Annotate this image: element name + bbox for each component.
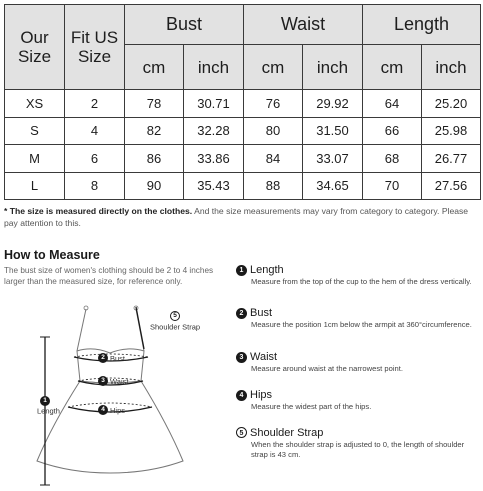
table-cell: 32.28 bbox=[184, 117, 244, 145]
table-row bbox=[5, 172, 481, 200]
legend-length bbox=[236, 264, 481, 287]
table-cell: 78 bbox=[125, 90, 184, 118]
number-badge: 2 bbox=[236, 308, 247, 319]
header-waist: Waist bbox=[244, 5, 363, 45]
table-cell: 2 bbox=[65, 90, 125, 118]
legend-title: Hips bbox=[250, 389, 273, 401]
table-cell: 4 bbox=[65, 117, 125, 145]
dress-skirt bbox=[37, 381, 183, 473]
table-cell: 31.50 bbox=[303, 117, 363, 145]
table-cell: 25.20 bbox=[422, 90, 481, 118]
legend-shoulder-strap bbox=[236, 427, 481, 459]
table-cell: 29.92 bbox=[303, 90, 363, 118]
table-cell: 35.43 bbox=[184, 172, 244, 200]
unit-header: inch bbox=[422, 45, 481, 90]
table-cell: XS bbox=[5, 90, 65, 118]
table-row bbox=[5, 145, 481, 173]
size-note bbox=[4, 205, 480, 229]
table-cell: 80 bbox=[244, 117, 303, 145]
table-cell: 30.71 bbox=[184, 90, 244, 118]
number-badge: 5 bbox=[236, 427, 247, 438]
number-badge: 4 bbox=[236, 390, 247, 401]
unit-header: cm bbox=[244, 45, 303, 90]
legend-title: Length bbox=[250, 264, 284, 276]
size-chart-table bbox=[4, 4, 481, 200]
bust-label: 2 Bust bbox=[98, 353, 125, 363]
legend-hips bbox=[236, 389, 481, 412]
legend-title: Shoulder Strap bbox=[250, 427, 324, 439]
number-badge: 3 bbox=[236, 352, 247, 363]
table-cell: 70 bbox=[363, 172, 422, 200]
table-cell: 8 bbox=[65, 172, 125, 200]
unit-header: inch bbox=[303, 45, 363, 90]
table-cell: L bbox=[5, 172, 65, 200]
header-fit-us-size: Fit US Size bbox=[65, 5, 125, 90]
header-our-size: Our Size bbox=[5, 5, 65, 90]
legend-body: Measure the position 1cm below the armpit at 360°circumference. bbox=[251, 320, 472, 329]
table-cell: 27.56 bbox=[422, 172, 481, 200]
header-bust: Bust bbox=[125, 5, 244, 45]
table-cell: 33.07 bbox=[303, 145, 363, 173]
legend-title: Waist bbox=[250, 351, 278, 363]
table-cell: 25.98 bbox=[422, 117, 481, 145]
dress-diagram bbox=[0, 295, 236, 491]
legend-title: Bust bbox=[250, 307, 273, 319]
length-label-text: Length bbox=[37, 406, 60, 416]
table-cell: 64 bbox=[363, 90, 422, 118]
table-cell: M bbox=[5, 145, 65, 173]
table-cell: 76 bbox=[244, 90, 303, 118]
unit-header: cm bbox=[125, 45, 184, 90]
waist-label: 3 Waist bbox=[98, 376, 128, 386]
table-body bbox=[5, 90, 481, 200]
legend-body: Measure the widest part of the hips. bbox=[251, 402, 372, 411]
legend-waist bbox=[236, 351, 481, 374]
legend-bust bbox=[236, 307, 481, 330]
hips-label: 4 Hips bbox=[98, 405, 125, 415]
note-emphasis: * The size is measured directly on the clothes. bbox=[4, 206, 193, 216]
table-cell: 84 bbox=[244, 145, 303, 173]
number-badge: 1 bbox=[236, 265, 247, 276]
table-cell: 66 bbox=[363, 117, 422, 145]
legend-body: Measure around waist at the narrowest point. bbox=[251, 364, 403, 373]
table-cell: 26.77 bbox=[422, 145, 481, 173]
table-cell: 90 bbox=[125, 172, 184, 200]
how-to-measure-title: How to Measure bbox=[4, 248, 100, 262]
unit-header: cm bbox=[363, 45, 422, 90]
table-row bbox=[5, 117, 481, 145]
table-cell: 33.86 bbox=[184, 145, 244, 173]
left-strap bbox=[77, 309, 86, 351]
shoulder-strap-label: 5 bbox=[170, 311, 180, 321]
table-cell: 86 bbox=[125, 145, 184, 173]
shoulder-strap-text: Shoulder Strap bbox=[150, 322, 201, 332]
legend-body: When the shoulder strap is adjusted to 0, the length of shoulder strap is 43 cm. bbox=[251, 440, 465, 459]
table-cell: 68 bbox=[363, 145, 422, 173]
note-text: And the size measurements may vary from category to category. Please pay attention to this. bbox=[4, 206, 469, 228]
table-cell: 34.65 bbox=[303, 172, 363, 200]
table-cell: 88 bbox=[244, 172, 303, 200]
table-cell: 82 bbox=[125, 117, 184, 145]
table-cell: S bbox=[5, 117, 65, 145]
shoulder-strap-line bbox=[136, 307, 144, 349]
length-label-num: 1 bbox=[40, 396, 50, 406]
unit-header: inch bbox=[184, 45, 244, 90]
how-to-measure-description: The bust size of women's clothing should be 2 to 4 inches larger than the measured size, for reference only. bbox=[4, 266, 214, 286]
table-cell: 6 bbox=[65, 145, 125, 173]
legend-body: Measure from the top of the cup to the hem of the dress vertically. bbox=[251, 277, 472, 286]
table-row bbox=[5, 90, 481, 118]
header-length: Length bbox=[363, 5, 481, 45]
